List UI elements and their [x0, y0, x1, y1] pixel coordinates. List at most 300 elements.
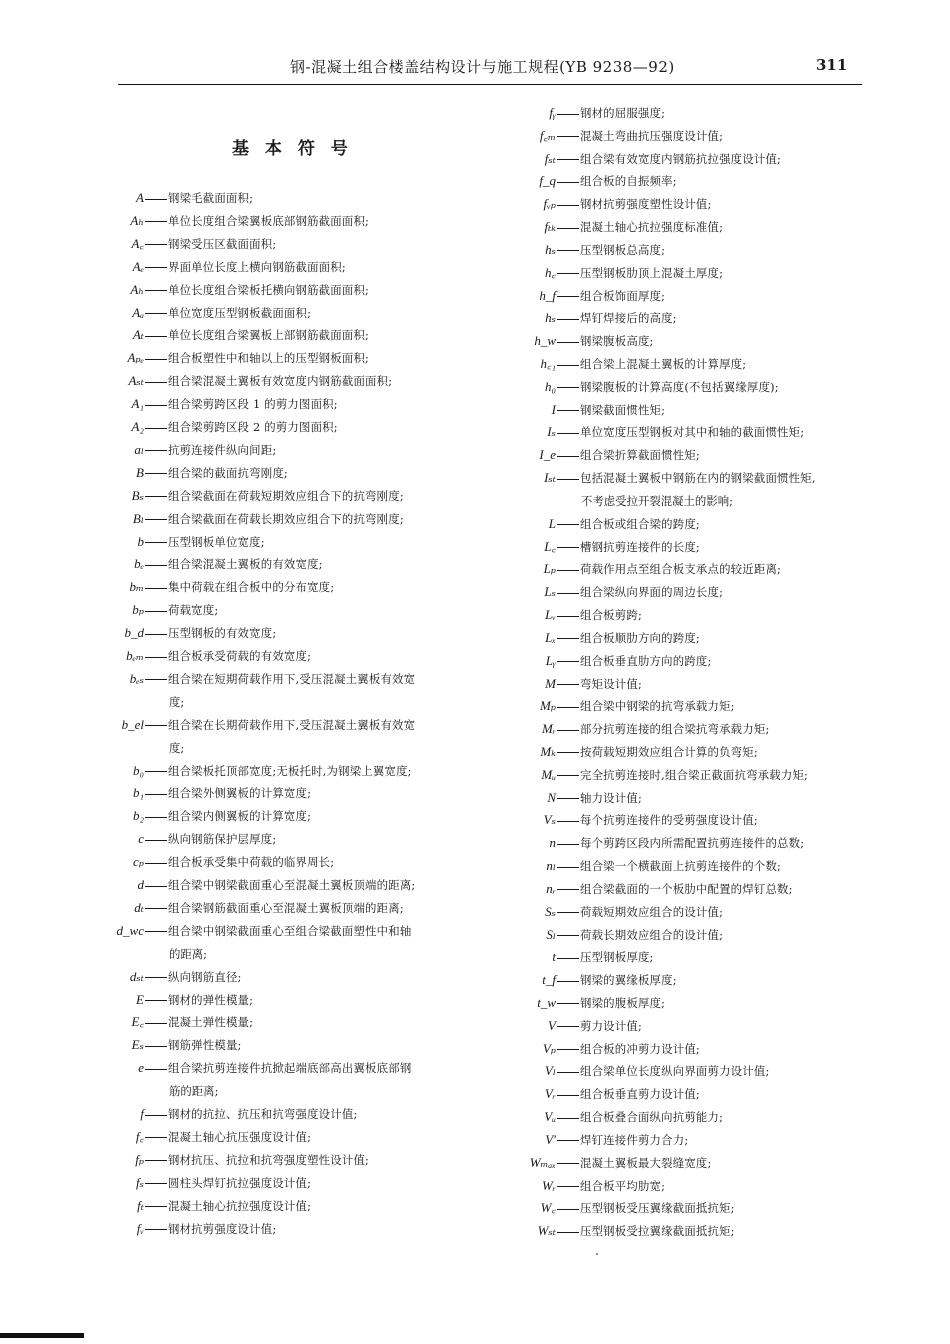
symbol-entry — [112, 1010, 253, 1034]
symbol: Vₛ — [543, 812, 556, 828]
symbol-entry — [112, 965, 242, 989]
symbol-entry — [112, 255, 346, 279]
symbol-definition: 每个抗剪连接件的受剪强度设计值; — [580, 813, 758, 828]
scan-speck — [596, 1253, 598, 1255]
em-dash — [557, 547, 579, 548]
em-dash — [145, 267, 167, 268]
em-dash — [145, 977, 167, 978]
em-dash — [145, 931, 167, 932]
symbol-definition: 界面单位长度上横向钢筋截面面积; — [168, 259, 346, 274]
symbol-definition: 组合梁上混凝土翼板的计算厚度; — [580, 357, 747, 372]
em-dash — [557, 524, 579, 525]
symbol-definition: 钢材的屈服强度; — [580, 106, 666, 120]
symbol-entry — [518, 512, 700, 536]
symbol-entry — [112, 873, 415, 897]
symbol: fₜ — [137, 1197, 144, 1213]
symbol-definition: 包括混凝土翼板中钢筋在内的钢梁截面惯性矩, — [580, 471, 816, 486]
symbol: aₗ — [134, 441, 144, 457]
symbol-definition: 组合梁截面在荷载长期效应组合下的抗弯刚度; — [168, 511, 404, 526]
symbol: b_el — [121, 716, 144, 732]
symbol-entry — [518, 991, 665, 1015]
symbol: Sₛ — [545, 903, 556, 919]
symbol-definition: 组合板承受集中荷载的临界周长; — [168, 855, 335, 870]
symbol-entry — [112, 1217, 276, 1241]
em-dash — [145, 542, 167, 543]
em-dash — [557, 1072, 579, 1073]
symbol-entry — [112, 552, 323, 576]
symbol-entry — [112, 461, 288, 485]
symbol: bₚ — [132, 602, 144, 618]
symbol: Iₛ — [547, 424, 556, 440]
symbol-definition: 组合梁外侧翼板的计算宽度; — [168, 786, 312, 801]
symbol-definition: 压型钢板的有效宽度; — [168, 626, 277, 641]
symbol-definition: 剪力设计值; — [580, 1018, 642, 1033]
symbol-entry — [518, 740, 758, 764]
symbol-entry — [518, 649, 712, 673]
em-dash — [557, 1186, 579, 1187]
symbol-definition: 荷载作用点至组合板支承点的较近距离; — [580, 562, 782, 577]
symbol-definition: 钢材的弹性模量; — [168, 992, 254, 1007]
symbol: h_f — [539, 287, 556, 303]
em-dash — [557, 1232, 579, 1233]
em-dash — [145, 657, 167, 658]
symbol: Bₗ — [132, 510, 144, 526]
symbol: Eₛ — [131, 1037, 144, 1053]
symbol: V′ — [545, 1131, 556, 1147]
symbol-entry — [518, 945, 654, 969]
symbol-definition: 压型钢板受压翼缘截面抵抗矩; — [580, 1201, 735, 1216]
symbol: t_w — [537, 994, 556, 1010]
symbol: A₁ — [131, 396, 144, 412]
symbol: M — [545, 675, 556, 691]
em-dash — [557, 593, 579, 594]
symbol: h꜀₁ — [540, 356, 556, 372]
symbol: I_e — [539, 447, 556, 463]
symbol-definition: 混凝土轴心抗拉强度标准值; — [580, 220, 724, 235]
symbol-definition: 焊钉连接件剪力合力; — [580, 1132, 689, 1147]
em-dash — [145, 794, 167, 795]
em-dash — [145, 1023, 167, 1024]
symbol-definition: 完全抗剪连接时,组合梁正截面抗弯承载力矩; — [580, 767, 809, 782]
symbol-definition: 钢筋弹性模量; — [168, 1038, 242, 1053]
em-dash — [557, 638, 579, 639]
symbol: Aₕ — [130, 281, 144, 297]
symbol: f — [140, 1106, 144, 1121]
symbol-definition: 钢梁的翼缘板厚度; — [580, 973, 677, 988]
symbol-definition: 混凝土弹性模量; — [168, 1015, 254, 1030]
symbol-entry — [112, 759, 412, 783]
symbol: Aₜ — [132, 327, 144, 343]
symbol: Wₘₐₓ — [529, 1154, 556, 1170]
symbol-definition: 组合梁单位长度纵向界面剪力设计值; — [580, 1064, 770, 1079]
symbol-definition: 钢材抗剪强度塑性设计值; — [580, 197, 712, 212]
symbol-definition: 组合板塑性中和轴以上的压型钢板面积; — [168, 351, 370, 366]
symbol-entry — [518, 238, 665, 262]
footer-bar — [0, 1333, 84, 1338]
symbol-definition: 组合板叠合面纵向抗剪能力; — [580, 1110, 724, 1125]
symbol-definition: 钢梁毛截面面积; — [168, 191, 254, 205]
symbol-definition: 组合板平均肋宽; — [580, 1178, 666, 1193]
section-title: 基 本 符 号 — [232, 139, 353, 159]
symbol: Lₓ — [545, 629, 556, 645]
symbol-definition: 组合梁在长期荷载作用下,受压混凝土翼板有效宽 — [168, 717, 416, 732]
symbol-entry — [518, 352, 746, 376]
symbol-definition: 组合梁截面在荷载短期效应组合下的抗弯刚度; — [168, 488, 404, 503]
em-dash — [557, 935, 579, 936]
em-dash — [557, 479, 579, 480]
symbol-definition: 钢材抗剪强度设计值; — [168, 1221, 277, 1236]
em-dash — [557, 889, 579, 890]
symbol-definition-continued: 筋的距离; — [169, 1084, 219, 1099]
em-dash — [145, 290, 167, 291]
symbol-entry — [112, 301, 311, 325]
symbol: c — [138, 831, 144, 847]
symbol-definition: 组合梁纵向界面的周边长度; — [580, 585, 724, 600]
symbol: nₗ — [546, 858, 556, 874]
symbol: n — [549, 835, 556, 851]
symbol: Bₛ — [131, 487, 144, 503]
symbol-entry — [112, 232, 276, 256]
em-dash — [557, 661, 579, 662]
symbol-entry — [112, 644, 311, 668]
symbol-definition: 钢梁受压区截面面积; — [168, 236, 277, 251]
em-dash — [145, 1000, 167, 1001]
symbol-entry — [518, 603, 642, 627]
em-dash — [557, 205, 579, 206]
symbol-entry — [112, 346, 369, 370]
symbol-entry — [518, 854, 781, 878]
em-dash — [557, 1140, 579, 1141]
symbol: b₂ — [132, 808, 144, 824]
symbol: Mₖ — [540, 743, 556, 759]
em-dash — [557, 250, 579, 251]
symbol: t_f — [542, 972, 556, 988]
em-dash — [145, 679, 167, 680]
symbol-definition: 组合梁板托顶部宽度;无板托时,为钢梁上翼宽度; — [168, 763, 412, 778]
symbol-definition: 组合梁钢筋截面重心至混凝土翼板顶端的距离; — [168, 900, 404, 915]
em-dash — [145, 382, 167, 383]
symbol-entry — [518, 124, 723, 148]
symbol-entry — [518, 284, 665, 308]
symbol-definition: 组合板垂直肋方向的跨度; — [580, 653, 712, 668]
symbol: B — [136, 464, 144, 480]
em-dash — [145, 519, 167, 520]
symbol: d_wc — [116, 922, 144, 938]
symbol-definition: 槽钢抗剪连接件的长度; — [580, 539, 700, 554]
symbol-entry — [518, 375, 779, 399]
symbol-entry — [518, 329, 654, 353]
em-dash — [557, 775, 579, 776]
symbol-definition: 组合梁有效宽度内钢筋抗拉强度设计值; — [580, 151, 782, 166]
symbol: Lₚ — [543, 561, 556, 577]
symbol: fₛₜ — [544, 150, 556, 166]
em-dash — [557, 981, 579, 982]
em-dash — [557, 456, 579, 457]
symbol: Lₛ — [544, 584, 556, 600]
running-header-title: 钢-混凝土组合楼盖结构设计与施工规程(YB 9238—92) — [290, 58, 675, 76]
em-dash — [145, 313, 167, 314]
symbol-definition: 组合梁剪跨区段 2 的剪力图面积; — [168, 420, 338, 434]
symbol: fᵧ — [549, 105, 556, 120]
symbol-entry — [518, 900, 723, 924]
em-dash — [557, 752, 579, 753]
symbol: Aₛₜ — [128, 373, 144, 389]
symbol-definition: 钢材抗压、抗拉和抗弯强度塑性设计值; — [168, 1152, 370, 1167]
symbol-definition: 钢梁腹板高度; — [580, 334, 654, 349]
symbol: b₁ — [132, 785, 144, 801]
symbol-entry — [518, 557, 781, 581]
symbol-entry — [518, 215, 723, 239]
symbol-entry — [112, 1056, 411, 1103]
symbol: f꜀ — [135, 1128, 144, 1144]
symbol: Vₚ — [542, 1040, 556, 1056]
symbol-definition: 组合梁内侧翼板的计算宽度; — [168, 809, 312, 824]
symbol: L꜀ — [544, 538, 556, 554]
symbol: b₀ — [132, 762, 144, 778]
symbol: fₚ — [135, 1151, 144, 1167]
symbol-entry — [112, 1171, 311, 1195]
symbol-entry — [112, 415, 338, 439]
symbol-entry — [112, 781, 311, 805]
em-dash — [557, 410, 579, 411]
symbol: Vₗ — [544, 1063, 556, 1079]
em-dash — [145, 1046, 167, 1047]
symbol-entry — [518, 420, 804, 444]
symbol-definition: 荷载长期效应组合的设计值; — [580, 927, 724, 942]
symbol-entry — [112, 369, 392, 393]
symbol-entry — [112, 804, 311, 828]
symbol-entry — [112, 713, 415, 760]
symbol-definition: 压型钢板肋顶上混凝土厚度; — [580, 265, 724, 280]
symbol-entry — [518, 1219, 735, 1243]
symbol-entry — [518, 808, 758, 832]
symbol-entry — [518, 1128, 688, 1152]
symbol-entry — [112, 827, 276, 851]
symbol: f_q — [539, 173, 556, 189]
symbol-definition: 荷载短期效应组合的设计值; — [580, 904, 724, 919]
symbol-definition: 按荷载短期效应组合计算的负弯矩; — [580, 744, 758, 759]
em-dash — [557, 273, 579, 274]
symbol-entry — [112, 919, 411, 966]
em-dash — [145, 634, 167, 635]
symbol: h_w — [534, 333, 556, 349]
em-dash — [145, 588, 167, 589]
symbol: dₛₜ — [129, 968, 144, 984]
symbol-entry — [112, 392, 338, 416]
symbol-entry — [518, 672, 642, 696]
em-dash — [557, 296, 579, 297]
symbol: Lᵥ — [545, 607, 556, 623]
symbol: V — [548, 1017, 556, 1033]
symbol-definition: 组合梁中钢梁截面重心至混凝土翼板顶端的距离; — [168, 878, 416, 892]
header-rule — [118, 84, 862, 85]
symbol: bₑₘ — [126, 648, 144, 663]
symbol: bₘ — [129, 579, 144, 595]
symbol-entry — [112, 1194, 311, 1218]
symbol: dₜ — [134, 899, 144, 915]
em-dash — [557, 433, 579, 434]
em-dash — [557, 867, 579, 868]
symbol-entry — [518, 968, 677, 992]
symbol-definition: 组合板承受荷载的有效宽度; — [168, 649, 312, 663]
em-dash — [557, 1163, 579, 1164]
em-dash — [145, 244, 167, 245]
em-dash — [145, 336, 167, 337]
em-dash — [145, 908, 167, 909]
symbol-entry — [112, 896, 404, 920]
symbol: Aₑ — [132, 258, 144, 274]
symbol-definition: 组合板垂直剪力设计值; — [580, 1087, 700, 1102]
symbol-definition: 纵向钢筋直径; — [168, 969, 242, 984]
symbol-entry — [518, 786, 642, 810]
symbol: Wₛₜ — [537, 1223, 556, 1239]
symbol-entry — [518, 147, 781, 171]
symbol-entry — [518, 1196, 735, 1220]
em-dash — [557, 616, 579, 617]
em-dash — [145, 817, 167, 818]
symbol: Lᵧ — [545, 652, 556, 668]
symbol-entry — [112, 1033, 242, 1057]
symbol-definition: 荷载宽度; — [168, 603, 219, 618]
em-dash — [145, 840, 167, 841]
symbol: Wᵣ — [541, 1177, 556, 1193]
symbol: Vᵤ — [544, 1109, 556, 1125]
symbol-definition: 组合板顺肋方向的跨度; — [580, 630, 700, 645]
em-dash — [145, 450, 167, 451]
symbol-entry — [518, 694, 735, 718]
symbol: W꜀ — [540, 1200, 556, 1216]
symbol-definition: 组合板剪跨; — [580, 608, 642, 623]
symbol-entry — [112, 1125, 311, 1149]
symbol-definition: 单位宽度压型钢板截面面积; — [168, 305, 312, 320]
em-dash — [557, 319, 579, 320]
symbol-definition: 钢材的抗拉、抗压和抗弯强度设计值; — [168, 1107, 358, 1121]
em-dash — [557, 365, 579, 366]
symbol: N — [547, 789, 556, 805]
em-dash — [557, 1003, 579, 1004]
symbol-definition: 混凝土翼板最大裂缝宽度; — [580, 1155, 712, 1170]
symbol-definition: 压型钢板单位宽度; — [168, 534, 265, 549]
symbol-definition: 弯矩设计值; — [580, 676, 642, 691]
em-dash — [557, 387, 579, 388]
symbol-definition: 组合梁的截面抗弯刚度; — [168, 465, 288, 480]
symbol-entry — [518, 831, 804, 855]
symbol: Sₗ — [546, 926, 556, 942]
symbol: d — [137, 877, 144, 892]
em-dash — [145, 1137, 167, 1138]
em-dash — [145, 1183, 167, 1184]
symbol-entry — [518, 763, 808, 787]
symbol-definition-continued: 度; — [169, 694, 185, 709]
symbol-definition: 单位长度组合梁翼板上部钢筋截面面积; — [168, 328, 370, 343]
symbol-entry — [112, 1148, 369, 1172]
symbol-entry — [112, 323, 369, 347]
em-dash — [145, 199, 167, 200]
symbol-definition: 组合板的冲剪力设计值; — [580, 1041, 700, 1056]
em-dash — [557, 1209, 579, 1210]
symbol-entry — [112, 278, 369, 302]
symbol-entry — [518, 1037, 700, 1061]
em-dash — [145, 473, 167, 474]
symbol-entry — [112, 850, 334, 874]
em-dash — [557, 159, 579, 160]
symbol: L — [548, 515, 556, 531]
symbol-entry — [518, 466, 816, 513]
symbol: bₑₛ — [129, 670, 144, 686]
symbol-definition: 组合梁在短期荷载作用下,受压混凝土翼板有效宽 — [168, 671, 416, 686]
em-dash — [557, 798, 579, 799]
symbol-entry — [112, 598, 218, 622]
em-dash — [557, 342, 579, 343]
symbol: Vᵣ — [544, 1086, 556, 1102]
symbol-entry — [518, 1174, 665, 1198]
symbol-entry — [112, 186, 253, 210]
em-dash — [145, 725, 167, 726]
symbol-entry — [518, 101, 665, 125]
symbol: bₑ — [134, 556, 144, 572]
em-dash — [557, 114, 579, 115]
em-dash — [557, 1026, 579, 1027]
symbol-definition: 混凝土弯曲抗压强度设计值; — [580, 128, 724, 143]
symbol: Mᵤ — [541, 766, 556, 782]
symbol-definition-continued: 不考虑受拉开裂混凝土的影响; — [581, 494, 733, 509]
symbol: cₚ — [133, 854, 144, 870]
symbol: A₂ — [131, 419, 144, 434]
symbol-entry — [518, 1059, 770, 1083]
symbol: t — [552, 949, 556, 965]
symbol-entry — [518, 580, 723, 604]
symbol-definition-continued: 的距离; — [169, 946, 208, 961]
symbol: fₛ — [136, 1174, 144, 1190]
symbol-entry — [112, 988, 253, 1012]
em-dash — [145, 1069, 167, 1070]
symbol-entry — [518, 923, 723, 947]
em-dash — [145, 886, 167, 887]
symbol: hₛ — [545, 310, 556, 326]
symbol: b — [137, 533, 144, 549]
symbol-entry — [518, 535, 700, 559]
symbol-entry — [518, 626, 700, 650]
symbol-entry — [518, 398, 665, 422]
symbol: A — [136, 190, 144, 205]
symbol: hₛ — [545, 241, 556, 257]
symbol-definition: 压型钢板受拉翼缘截面抵抗矩; — [580, 1224, 735, 1239]
symbol-entry — [112, 530, 265, 554]
symbol-definition: 焊钉焊接后的高度; — [580, 311, 677, 326]
symbol-definition: 组合梁一个横截面上抗剪连接件的个数; — [580, 859, 782, 874]
em-dash — [145, 359, 167, 360]
symbol-definition: 组合梁截面的一个板肋中配置的焊钉总数; — [580, 881, 793, 896]
em-dash — [145, 405, 167, 406]
symbol-definition: 钢梁腹板的计算高度(不包括翼缘厚度); — [580, 379, 779, 394]
em-dash — [145, 1115, 167, 1116]
symbol: fₜₖ — [544, 219, 556, 235]
symbol-definition: 钢梁的腹板厚度; — [580, 995, 666, 1010]
symbol-definition: 压型钢板总高度; — [580, 242, 666, 257]
em-dash — [557, 707, 579, 708]
symbol: e — [138, 1060, 144, 1076]
symbol: h꜀ — [545, 264, 556, 280]
em-dash — [145, 771, 167, 772]
em-dash — [145, 496, 167, 497]
symbol-definition: 每个剪跨区段内所需配置抗剪连接件的总数; — [580, 836, 805, 851]
symbol-entry — [518, 169, 677, 193]
symbol-definition: 组合梁剪跨区段 1 的剪力图面积; — [168, 397, 338, 412]
em-dash — [557, 570, 579, 571]
em-dash — [557, 912, 579, 913]
em-dash — [557, 821, 579, 822]
symbol: fᵥ — [136, 1220, 144, 1236]
